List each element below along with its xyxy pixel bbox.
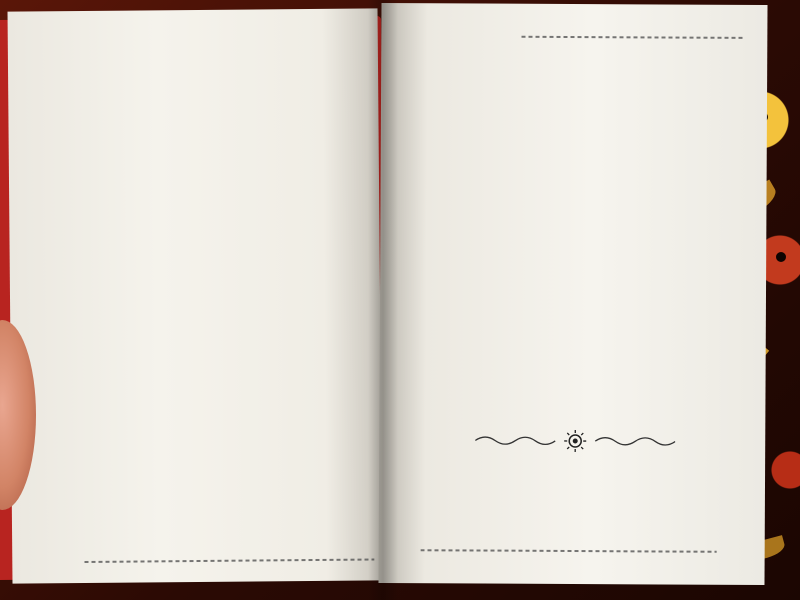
footer-rule bbox=[421, 549, 717, 553]
sun-ornament-icon bbox=[475, 429, 675, 452]
chapter-title-line-2 bbox=[48, 43, 358, 46]
running-head bbox=[531, 20, 761, 21]
right-page-body-top bbox=[411, 45, 737, 47]
formula-box bbox=[409, 463, 729, 484]
right-page-body-mid bbox=[410, 218, 736, 220]
chapter-title bbox=[48, 43, 358, 46]
footer-rule bbox=[84, 558, 374, 563]
header-rule bbox=[521, 36, 743, 39]
left-page bbox=[8, 8, 383, 583]
right-page bbox=[378, 3, 767, 585]
left-page-body bbox=[33, 138, 371, 141]
book-spine bbox=[368, 0, 398, 600]
chapter-title-line-1 bbox=[48, 43, 358, 46]
